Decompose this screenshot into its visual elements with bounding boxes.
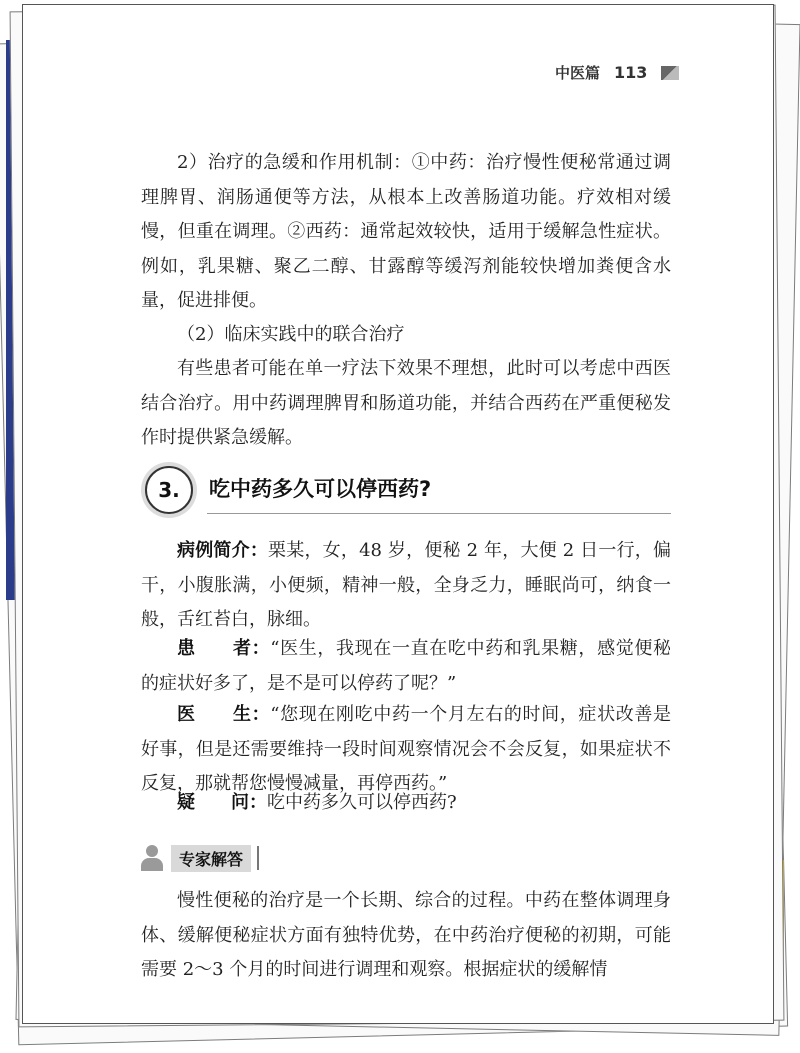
case-intro-label: 病例简介：	[177, 540, 269, 561]
page-number: 113	[614, 63, 648, 82]
running-head	[555, 62, 679, 83]
doctor-label: 医 生：	[177, 704, 271, 725]
expert-heading-bar	[257, 846, 259, 870]
expert-answer-heading	[141, 843, 259, 873]
expert-answer-label: 专家解答	[171, 845, 251, 872]
case-intro-text: 栗某，女，48 岁，便秘 2 年，大便 2 日一行，偏干，小腹胀满，小便频，精神一般，全身乏力，睡眠尚可，纳食一般，舌红苔白，脉细。	[141, 540, 672, 630]
paragraph-combined-therapy: 有些患者可能在单一疗法下效果不理想，此时可以考虑中西医结合治疗。用中药调理脾胃和肠道功能，并结合西药在严重便秘发作时提供紧急缓解。	[141, 358, 671, 448]
section-title: 吃中药多久可以停西药?	[209, 477, 432, 501]
running-head-section: 中医篇	[555, 64, 601, 82]
expert-answer-text: 慢性便秘的治疗是一个长期、综合的过程。中药在整体调理身体、缓解便秘症状方面有独特优势，在中药治疗便秘的初期，可能需要 2～3 个月的时间进行调理和观察。根据症状的缓解情	[141, 890, 671, 980]
section-heading	[141, 460, 671, 520]
section-divider	[207, 513, 671, 514]
subheading-combined-therapy: （2）临床实践中的联合治疗	[177, 324, 405, 345]
question-text: 吃中药多久可以停西药?	[267, 792, 457, 813]
doctor-avatar-icon	[141, 845, 163, 871]
section-number: 3.	[145, 466, 193, 514]
patient-label: 患 者：	[177, 638, 271, 659]
corner-mark-icon	[661, 66, 679, 80]
patient-text: “医生，我现在一直在吃中药和乳果糖，感觉便秘的症状好多了，是不是可以停药了呢？”	[141, 638, 672, 694]
question-line	[141, 786, 671, 821]
case-intro	[141, 534, 671, 638]
section-number-badge	[141, 462, 197, 518]
question-label: 疑 问：	[177, 792, 267, 813]
dialogue-patient	[141, 632, 671, 701]
paragraph-mechanism: 2）治疗的急缓和作用机制：①中药：治疗慢性便秘常通过调理脾胃、润肠通便等方法，从根本上改善肠道功能。疗效相对缓慢，但重在调理。②西药：通常起效较快，适用于缓解急性症状。例如，乳果糖、聚乙二醇、甘露醇等缓泻剂能较快增加粪便含水量，促进排便。	[141, 152, 671, 311]
doctor-text: “您现在刚吃中药一个月左右的时间，症状改善是好事，但是还需要维持一段时间观察情况会不会反复，如果症状不反复，那就帮您慢慢减量，再停西药。”	[141, 704, 672, 794]
